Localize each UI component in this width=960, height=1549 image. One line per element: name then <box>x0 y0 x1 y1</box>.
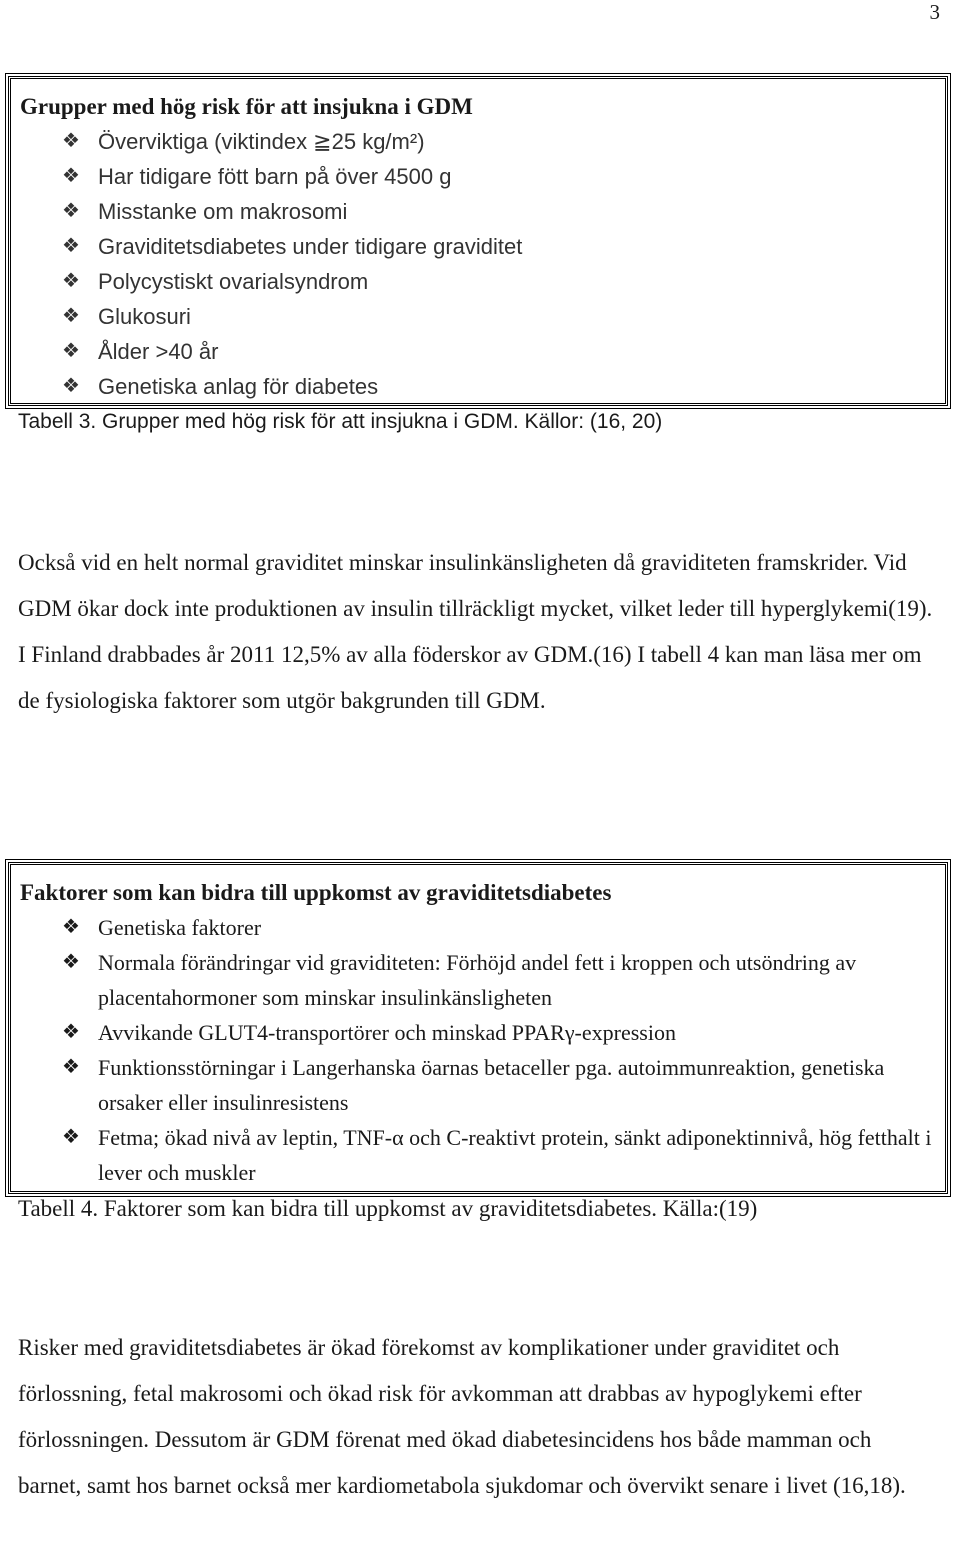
diamond-bullet-icon: ❖ <box>62 1126 80 1148</box>
diamond-bullet-icon: ❖ <box>62 305 80 327</box>
table-4-box <box>8 862 948 1194</box>
table-4-title: Faktorer som kan bidra till uppkomst av graviditetsdiabetes <box>20 880 612 905</box>
table-3-caption: Tabell 3. Grupper med hög risk för att insjukna i GDM. Källor: (16, 20) <box>18 410 663 433</box>
list-item: ❖ Normala förändringar vid graviditeten: Förhöjd andel fett i kroppen och utsöndring av placentahormoner som minskar insulinkänsligheten <box>20 945 935 1015</box>
diamond-bullet-icon: ❖ <box>62 375 80 397</box>
table-3-title: Grupper med hög risk för att insjukna i GDM <box>20 94 473 119</box>
diamond-bullet-icon: ❖ <box>62 1056 80 1078</box>
diamond-bullet-icon: ❖ <box>62 235 80 257</box>
page-number: 3 <box>929 0 940 24</box>
diamond-bullet-icon: ❖ <box>62 1021 80 1043</box>
list-item: ❖ Polycystiskt ovarialsyndrom <box>20 264 935 299</box>
diamond-bullet-icon: ❖ <box>62 130 80 152</box>
list-item: ❖ Avvikande GLUT4-transportörer och minskad PPARγ-expression <box>20 1015 935 1050</box>
diamond-bullet-icon: ❖ <box>62 200 80 222</box>
list-item: ❖ Fetma; ökad nivå av leptin, TNF-α och C-reaktivt protein, sänkt adiponektinnivå, hög fetthalt i lever och muskler <box>20 1120 935 1190</box>
list-item: ❖ Ålder >40 år <box>20 334 935 369</box>
list-item: ❖ Glukosuri <box>20 299 935 334</box>
list-item: ❖ Genetiska faktorer <box>20 910 935 945</box>
table-4-caption: Tabell 4. Faktorer som kan bidra till uppkomst av graviditetsdiabetes. Källa:(19) <box>18 1196 758 1221</box>
body-paragraph: Risker med graviditetsdiabetes är ökad förekomst av komplikationer under graviditet och förlossning, fetal makrosomi och ökad risk för avkomman att drabbas av hypoglykemi efter förlossningen. Dessutom är GDM förenat med ökad diabetesincidens hos både mamman och barnet, samt hos barnet också mer kardiometabola sjukdomar och övervikt senare i livet (16,18). <box>18 1335 906 1498</box>
diamond-bullet-icon: ❖ <box>62 340 80 362</box>
diamond-bullet-icon: ❖ <box>62 165 80 187</box>
diamond-bullet-icon: ❖ <box>62 951 80 973</box>
list-item: ❖ Överviktiga (viktindex ≧25 kg/m²) <box>20 124 935 159</box>
list-item: ❖ Misstanke om makrosomi <box>20 194 935 229</box>
list-item: ❖ Har tidigare fött barn på över 4500 g <box>20 159 935 194</box>
body-paragraph: Också vid en helt normal graviditet minskar insulinkänsligheten då graviditeten framskrider. Vid GDM ökar dock inte produktionen av insulin tillräckligt mycket, vilket leder till hyperglykemi(19). I Finland drabbades år 2011 12,5% av alla föderskor av GDM.(16) I tabell 4 kan man läsa mer om de fysiologiska faktorer som utgör bakgrunden till GDM. <box>18 550 933 713</box>
diamond-bullet-icon: ❖ <box>62 270 80 292</box>
table-3-list <box>20 124 935 404</box>
table-3-box <box>8 76 948 406</box>
table-4-list <box>20 910 935 1190</box>
list-item: ❖ Graviditetsdiabetes under tidigare graviditet <box>20 229 935 264</box>
list-item: ❖ Funktionsstörningar i Langerhanska öarnas betaceller pga. autoimmunreaktion, genetiska orsaker eller insulinresistens <box>20 1050 935 1120</box>
diamond-bullet-icon: ❖ <box>62 916 80 938</box>
list-item: ❖ Genetiska anlag för diabetes <box>20 369 935 404</box>
